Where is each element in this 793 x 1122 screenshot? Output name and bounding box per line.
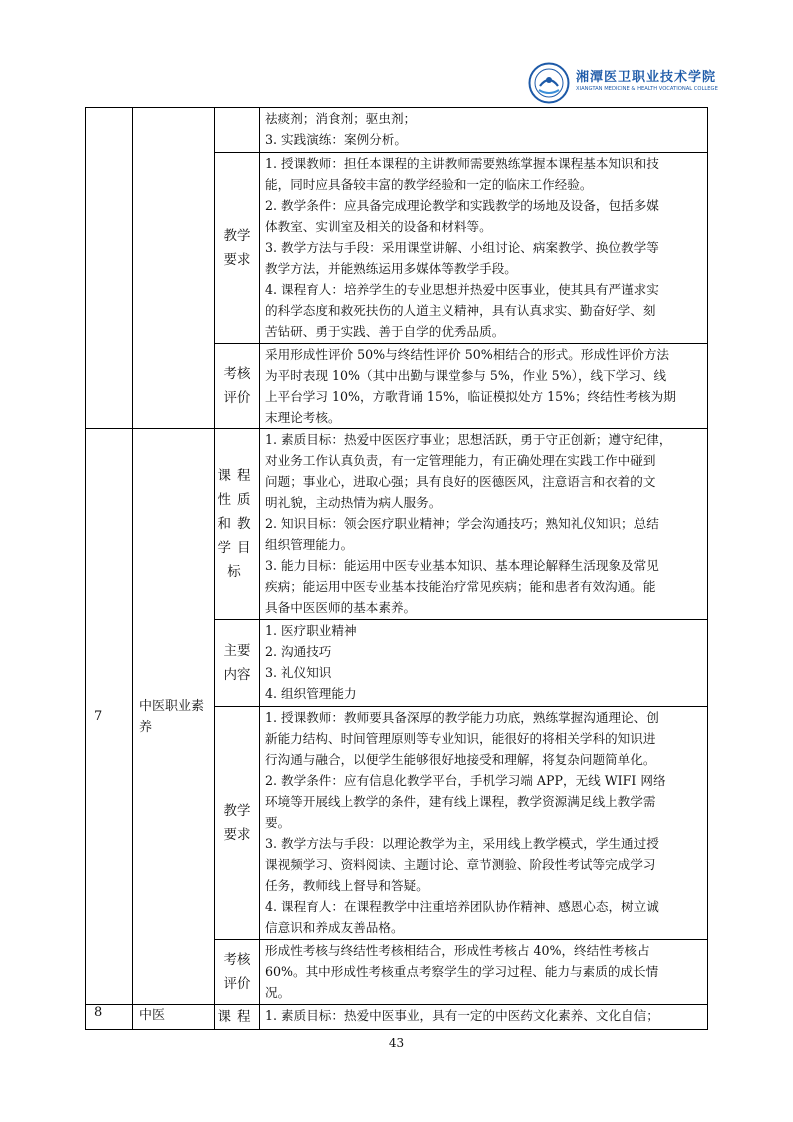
row-label-course-goals: 课程 性质 和教 学目 标 — [215, 429, 260, 620]
course-number-cell: 7 — [86, 429, 133, 1005]
text-line: 问题；事业心，进取心强；具有良好的医德医风，注意语言和衣着的文 — [265, 474, 656, 489]
text-line: 新能力结构、时间管理原则等专业知识，能很好的将相关学科的知识进 — [265, 731, 656, 746]
text-line: 上平台学习 10%，方歌背诵 15%，临证模拟处方 15%；终结性考核为期 — [265, 389, 676, 404]
course-number-cell — [86, 108, 133, 429]
table-row — [86, 1005, 708, 1030]
text-line: 末理论考核。 — [265, 410, 341, 425]
course-name-cell: 中医职业素 养 — [133, 429, 215, 1005]
text-line: 1. 素质目标：热爱中医医疗事业；思想活跃，勇于守正创新；遵守纪律， — [265, 432, 672, 447]
text-line: 3. 礼仪知识 — [265, 665, 332, 680]
text-line: 行沟通与融合，以便学生能够很好地接受和理解，将复杂问题简单化。 — [265, 752, 656, 767]
college-emblem-icon — [528, 62, 570, 104]
text-line: 2. 知识目标：领会医疗职业精神；学会沟通技巧；熟知礼仪知识；总结 — [265, 516, 659, 531]
assessment-cell — [260, 344, 708, 429]
row-label-assessment: 考核 评价 — [215, 940, 260, 1005]
table-row — [86, 108, 708, 153]
main-content-cell — [260, 620, 708, 707]
course-goals-cell — [260, 429, 708, 620]
course-name-cell: 中医 — [133, 1005, 215, 1030]
teaching-requirements-cell — [260, 707, 708, 940]
text-line: 采用形成性评价 50%与终结性评价 50%相结合的形式。形成性评价方法 — [265, 347, 670, 362]
text-line: 明礼貌，主动热情为病人服务。 — [265, 495, 442, 510]
text-line: 苦钻研、勇于实践、善于自学的优秀品质。 — [265, 324, 505, 339]
row-label-cell — [215, 108, 260, 153]
text-line: 3. 教学方法与手段：以理论教学为主，采用线上教学模式，学生通过授 — [265, 836, 659, 851]
text-line: 疾病；能运用中医专业基本技能治疗常见疾病；能和患者有效沟通。能 — [265, 579, 656, 594]
text-line: 4. 课程育人：在课程教学中注重培养团队协作精神、感恩心态，树立诚 — [265, 899, 659, 914]
text-line: 教学方法，并能熟练运用多媒体等教学手段。 — [265, 261, 517, 276]
course-goals-cell — [260, 1005, 708, 1030]
text-line: 60%。其中形成性考核重点考察学生的学习过程、能力与素质的成长情 — [265, 964, 659, 979]
text-line: 任务，教师线上督导和答疑。 — [265, 878, 429, 893]
text-line: 1. 授课教师：担任本课程的主讲教师需要熟练掌握本课程基本知识和技 — [265, 156, 659, 171]
text-line: 3. 实践演练：案例分析。 — [265, 132, 407, 147]
text-line: 信意识和养成友善品格。 — [265, 920, 404, 935]
curriculum-table — [85, 107, 708, 1030]
college-name-english: XIANGTAN MEDICINE & HEALTH VOCATIONAL COLLEGE — [576, 86, 718, 92]
text-line: 课视频学习、资料阅读、主题讨论、章节测验、阶段性考试等完成学习 — [265, 857, 656, 872]
course-number-cell: 8 — [86, 1005, 133, 1030]
assessment-cell — [260, 940, 708, 1005]
page-number: 43 — [388, 1036, 405, 1050]
text-line: 4. 组织管理能力 — [265, 686, 357, 701]
row-label-teaching-requirements: 教学 要求 — [215, 153, 260, 344]
text-line: 形成性考核与终结性考核相结合，形成性考核占 40%，终结性考核占 — [265, 943, 650, 958]
college-name: 湘潭医卫职业技术学院 — [576, 70, 717, 85]
row-label-main-content: 主要 内容 — [215, 620, 260, 707]
row-label-course-goals: 课程 — [215, 1005, 260, 1030]
teaching-requirements-cell — [260, 153, 708, 344]
text-line: 3. 教学方法与手段：采用课堂讲解、小组讨论、病案教学、换位教学等 — [265, 240, 659, 255]
row-label-teaching-requirements: 教学 要求 — [215, 707, 260, 940]
text-line: 能，同时应具备较丰富的教学经验和一定的临床工作经验。 — [265, 177, 593, 192]
text-line: 1. 医疗职业精神 — [265, 623, 357, 638]
text-line: 1. 授课教师：教师要具备深厚的教学能力功底，熟练掌握沟通理论、创 — [265, 710, 659, 725]
college-logo — [528, 60, 718, 106]
text-line: 环境等开展线上教学的条件，建有线上课程，教学资源满足线上教学需 — [265, 794, 656, 809]
text-line: 2. 教学条件：应具备完成理论教学和实践教学的场地及设备，包括多媒 — [265, 198, 659, 213]
text-line: 4. 课程育人：培养学生的专业思想并热爱中医事业，使其具有严谨求实 — [265, 282, 659, 297]
text-line: 对业务工作认真负责，有一定管理能力，有正确处理在实践工作中碰到 — [265, 453, 656, 468]
text-line: 3. 能力目标：能运用中医专业基本知识、基本理论解释生活现象及常见 — [265, 558, 659, 573]
text-line: 祛痰剂；消食剂；驱虫剂； — [265, 111, 417, 126]
text-line: 体教室、实训室及相关的设备和材料等。 — [265, 219, 492, 234]
table-row — [86, 429, 708, 620]
text-line: 况。 — [265, 985, 291, 1000]
course-name-cell — [133, 108, 215, 429]
row-label-assessment: 考核 评价 — [215, 344, 260, 429]
text-line: 要。 — [265, 815, 291, 830]
text-line: 组织管理能力。 — [265, 537, 354, 552]
text-line: 1. 素质目标：热爱中医事业，具有一定的中医药文化素养、文化自信； — [265, 1008, 659, 1023]
text-line: 2. 教学条件：应有信息化教学平台，手机学习端 APP，无线 WIFI 网络 — [265, 773, 666, 788]
content-cell — [260, 108, 708, 153]
text-line: 为平时表现 10%（其中出勤与课堂参与 5%，作业 5%），线下学习、线 — [265, 368, 667, 383]
text-line: 2. 沟通技巧 — [265, 644, 332, 659]
text-line: 具备中医医师的基本素养。 — [265, 600, 417, 615]
text-line: 的科学态度和救死扶伤的人道主义精神，具有认真求实、勤奋好学、刻 — [265, 303, 656, 318]
